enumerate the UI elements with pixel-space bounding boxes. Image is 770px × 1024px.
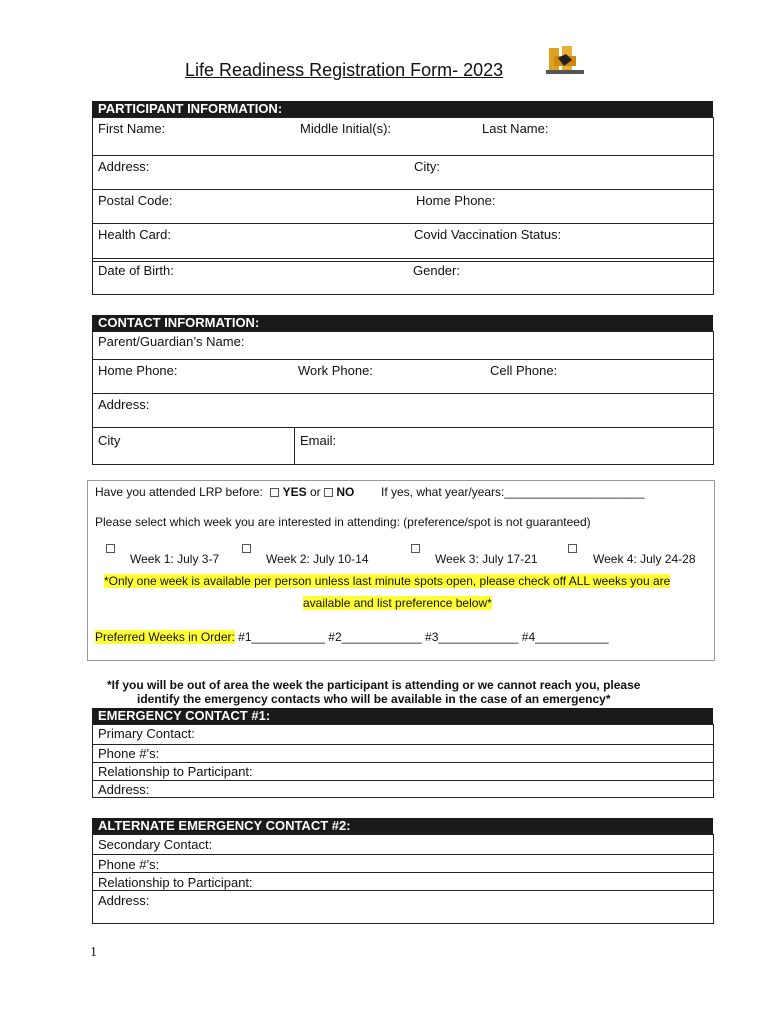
postal-code-field[interactable]: Postal Code: (98, 193, 173, 208)
previous-years-field[interactable]: If yes, what year/years:_____________________ (381, 485, 645, 499)
availability-notice-line-2: available and list preference below* (303, 596, 492, 610)
emergency-note-line-1: *If you will be out of area the week the participant is attending or we cannot reach you, please (107, 678, 641, 692)
emergency-1-address-field[interactable]: Address: (98, 782, 150, 797)
participant-section-header: PARTICIPANT INFORMATION: (92, 101, 713, 117)
divider (92, 854, 714, 855)
emergency-1-relationship-field[interactable]: Relationship to Participant: (98, 764, 253, 779)
no-checkbox[interactable] (324, 488, 333, 497)
address-field[interactable]: Address: (98, 159, 150, 174)
health-card-field[interactable]: Health Card: (98, 227, 171, 242)
secondary-contact-field[interactable]: Secondary Contact: (98, 837, 213, 852)
week-4-label: Week 4: July 24-28 (593, 552, 696, 566)
participant-section (92, 117, 714, 295)
divider (92, 155, 714, 156)
city-field[interactable]: City: (414, 159, 440, 174)
contact-home-phone-field[interactable]: Home Phone: (98, 363, 178, 378)
yes-label: YES (282, 485, 307, 499)
yes-checkbox[interactable] (270, 488, 279, 497)
organization-logo-icon (546, 44, 584, 76)
divider (294, 427, 295, 465)
contact-section (92, 331, 714, 465)
attended-question (95, 485, 354, 499)
emergency-2-relationship-field[interactable]: Relationship to Participant: (98, 875, 253, 890)
divider (92, 359, 714, 360)
primary-contact-field[interactable]: Primary Contact: (98, 726, 195, 741)
cell-phone-field[interactable]: Cell Phone: (490, 363, 558, 378)
page-number: 1 (90, 945, 97, 960)
divider (92, 223, 714, 224)
divider (92, 261, 714, 262)
preferred-weeks-label: Preferred Weeks in Order: (95, 630, 235, 644)
week-1-label: Week 1: July 3-7 (130, 552, 220, 566)
date-of-birth-field[interactable]: Date of Birth: (98, 263, 174, 278)
divider (92, 780, 714, 781)
divider (92, 890, 714, 891)
gender-field[interactable]: Gender: (413, 263, 460, 278)
week-1-checkbox[interactable] (106, 544, 115, 553)
last-name-field[interactable]: Last Name: (482, 121, 549, 136)
first-name-field[interactable]: First Name: (98, 121, 166, 136)
availability-notice-line-1: *Only one week is available per person unless last minute spots open, please check off ALL weeks you are (104, 574, 671, 588)
emergency-1-phone-field[interactable]: Phone #’s: (98, 746, 160, 761)
divider (92, 189, 714, 190)
select-week-instruction: Please select which week you are interested in attending: (preference/spot is not guaranteed) (95, 515, 591, 529)
emergency-2-phone-field[interactable]: Phone #’s: (98, 857, 160, 872)
page-title: Life Readiness Registration Form- 2023 (185, 60, 504, 80)
divider (92, 744, 714, 745)
contact-city-field[interactable]: City (98, 433, 121, 448)
work-phone-field[interactable]: Work Phone: (298, 363, 373, 378)
covid-status-field[interactable]: Covid Vaccination Status: (414, 227, 562, 242)
home-phone-field[interactable]: Home Phone: (416, 193, 496, 208)
emergency-2-address-field[interactable]: Address: (98, 893, 150, 908)
divider (92, 258, 714, 259)
week-3-label: Week 3: July 17-21 (435, 552, 538, 566)
week-2-checkbox[interactable] (242, 544, 251, 553)
divider (92, 427, 714, 428)
preferred-weeks-slots[interactable]: #1___________ #2____________ #3____________ #4___________ (238, 630, 609, 644)
week-2-label: Week 2: July 10-14 (266, 552, 369, 566)
emergency-1-section-header: EMERGENCY CONTACT #1: (92, 708, 713, 724)
week-3-checkbox[interactable] (411, 544, 420, 553)
contact-section-header: CONTACT INFORMATION: (92, 315, 713, 331)
divider (92, 762, 714, 763)
week-4-checkbox[interactable] (568, 544, 577, 553)
guardian-name-field[interactable]: Parent/Guardian’s Name: (98, 334, 245, 349)
contact-address-field[interactable]: Address: (98, 397, 150, 412)
email-field[interactable]: Email: (300, 433, 337, 448)
emergency-2-section-header: ALTERNATE EMERGENCY CONTACT #2: (92, 818, 713, 834)
attended-question-label: Have you attended LRP before: (95, 485, 263, 499)
emergency-note-line-2: identify the emergency contacts who will be available in the case of an emergency* (137, 692, 611, 706)
middle-initial-field[interactable]: Middle Initial(s): (300, 121, 392, 136)
or-label: or (309, 485, 321, 499)
divider (92, 872, 714, 873)
preferred-weeks-row (95, 630, 609, 644)
divider (92, 393, 714, 394)
no-label: NO (336, 485, 355, 499)
